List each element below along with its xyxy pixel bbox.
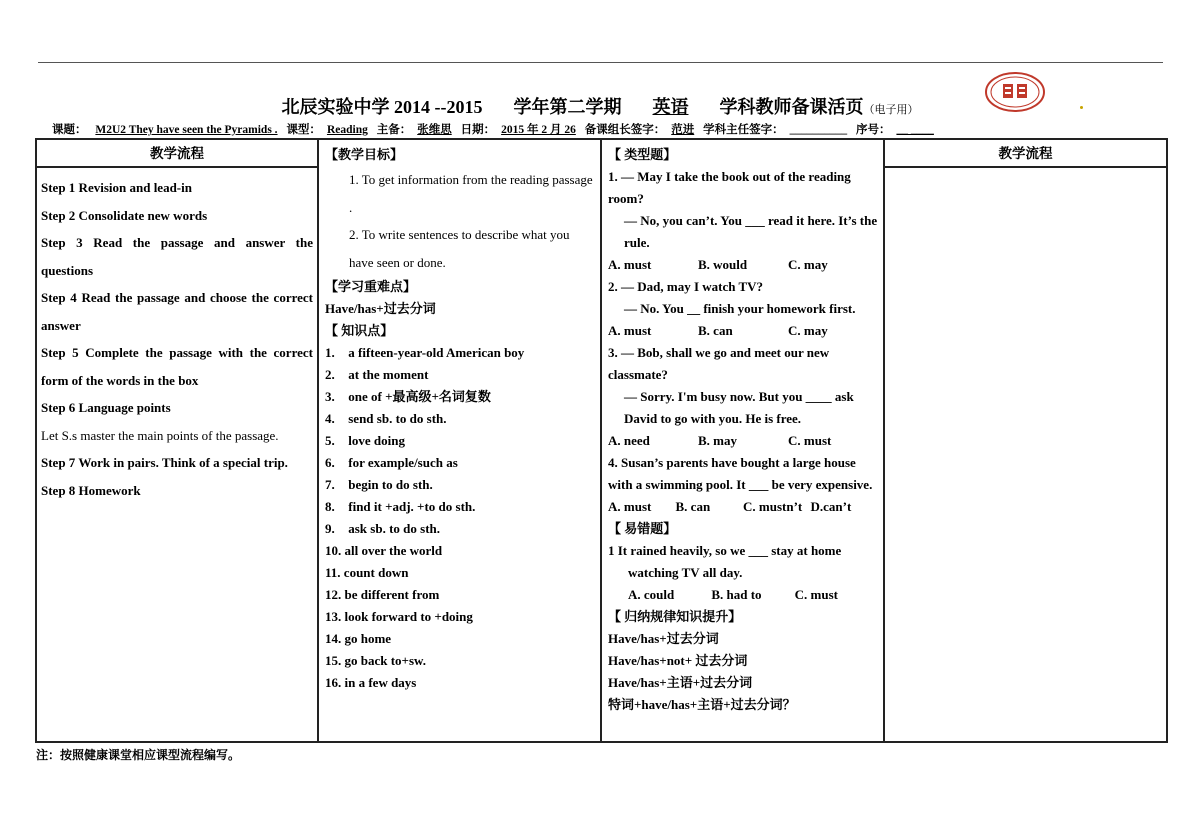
knowledge-item: 6. for example/such as bbox=[325, 455, 458, 470]
exercises-column bbox=[601, 139, 884, 742]
knowledge-item: 4. send sb. to do sth. bbox=[325, 411, 447, 426]
step-item: Step 1 Revision and lead-in bbox=[41, 180, 192, 195]
question-1: 1. — May I take the book out of the reading room? bbox=[608, 169, 851, 206]
procedure-column bbox=[36, 139, 318, 742]
leader-label: 备课组长签字： bbox=[584, 124, 666, 136]
error-heading: 【 易错题】 bbox=[608, 521, 677, 536]
goal-heading: 【教学目标】 bbox=[325, 147, 404, 162]
leader-value: 范进 bbox=[671, 124, 695, 136]
question-3: 3. — Bob, shall we go and meet our new classmate? bbox=[608, 345, 830, 382]
school-name: 北辰实验中学 bbox=[281, 97, 390, 117]
date-value: 2015 年 2 月 26 bbox=[501, 124, 576, 136]
step-item: Step 7 Work in pairs. Think of a special trip. bbox=[41, 455, 288, 470]
rule-item: Have/has+not+ 过去分词 bbox=[608, 653, 748, 668]
step-item: Step 3 Read the passage and answer the questions bbox=[41, 235, 313, 278]
preparer-value: 张维思 bbox=[417, 124, 452, 136]
page-name: 学科教师备课活页 bbox=[719, 97, 864, 117]
knowledge-item: 10. all over the world bbox=[325, 543, 443, 558]
edition-note: （电子用） bbox=[863, 104, 919, 116]
knowledge-item: 11. count down bbox=[325, 565, 409, 580]
knowledge-item: 16. in a few days bbox=[325, 675, 417, 690]
rule-item: Have/has+主语+过去分词 bbox=[608, 675, 753, 690]
knowledge-item: 3. one of +最高级+名词复数 bbox=[325, 389, 491, 404]
topic-value: M2U2 They have seen the Pyramids . bbox=[95, 124, 278, 136]
director-label: 学科主任签字： bbox=[703, 124, 784, 136]
knowledge-item: 9. ask sb. to do sth. bbox=[325, 521, 441, 536]
knowledge-item: 8. find it +adj. +to do sth. bbox=[325, 499, 476, 514]
question-1-reply: — No, you can’t. You ___ read it here. It’s the rule. bbox=[624, 213, 878, 250]
step-note: Let S.s master the main points of the passage. bbox=[41, 427, 279, 443]
notes-heading: 教学流程 bbox=[885, 140, 1166, 168]
exercise-heading: 【 类型题】 bbox=[608, 147, 677, 162]
step-item: Step 2 Consolidate new words bbox=[41, 207, 208, 223]
question-4: 4. Susan’s parents have bought a large house with a swimming pool. It ___ be very expensive. bbox=[608, 455, 873, 492]
lesson-table bbox=[35, 138, 1168, 743]
question-2-options: A. must B. can C. may bbox=[608, 323, 828, 338]
goal-item: 2. To write sentences to describe what you have seen or done. bbox=[349, 227, 570, 270]
knowledge-heading: 【 知识点】 bbox=[325, 323, 394, 338]
knowledge-item: 13. look forward to +doing bbox=[325, 609, 473, 624]
knowledge-item: 2. at the moment bbox=[325, 367, 429, 382]
question-4-options: A. must B. can C. mustn’t D.can’t bbox=[608, 499, 852, 514]
key-point: Have/has+过去分词 bbox=[325, 301, 436, 316]
preparer-label: 主备： bbox=[376, 124, 412, 136]
seq-value: __ ____ bbox=[896, 124, 934, 136]
knowledge-item: 1. a fifteen-year-old American boy bbox=[325, 345, 525, 360]
step-list bbox=[37, 168, 317, 504]
question-1-options: A. must B. would C. may bbox=[608, 257, 828, 272]
school-years: 2014 --2015 bbox=[394, 97, 483, 117]
knowledge-item: 14. go home bbox=[325, 631, 392, 646]
key-heading: 【学习重难点】 bbox=[325, 279, 417, 294]
step-item: Step 4 Read the passage and choose the correct answer bbox=[41, 290, 313, 333]
topic-label: 课题： bbox=[52, 124, 87, 136]
type-label: 课型： bbox=[286, 124, 321, 136]
question-3-reply: — Sorry. I'm busy now. But you ____ ask David to go with you. He is free. bbox=[624, 389, 854, 426]
step-item: Step 8 Homework bbox=[41, 482, 141, 498]
lesson-meta bbox=[52, 121, 940, 137]
top-rule bbox=[38, 62, 1163, 63]
objectives-column bbox=[318, 139, 601, 742]
error-question-1-cont: watching TV all day. bbox=[628, 565, 743, 580]
summary-heading: 【 归纳规律知识提升】 bbox=[608, 609, 742, 624]
rule-item: Have/has+过去分词 bbox=[608, 631, 719, 646]
director-value: __________ bbox=[789, 124, 848, 136]
date-label: 日期： bbox=[460, 124, 496, 136]
error-question-1: 1 It rained heavily, so we ___ stay at home bbox=[608, 543, 842, 558]
step-item: Step 6 Language points bbox=[41, 400, 171, 415]
step-item: Step 5 Complete the passage with the correct form of the words in the box bbox=[41, 345, 313, 388]
question-2: 2. — Dad, may I watch TV? bbox=[608, 279, 764, 294]
term: 学年第二学期 bbox=[513, 97, 622, 117]
subject: 英语 bbox=[652, 97, 689, 117]
school-seal-icon bbox=[984, 71, 1046, 113]
type-value: Reading bbox=[326, 124, 368, 136]
knowledge-item: 15. go back to+sw. bbox=[325, 653, 426, 668]
footnote: 注：按照健康课堂相应课型流程编写。 bbox=[36, 748, 241, 762]
knowledge-item: 5. love doing bbox=[325, 433, 405, 448]
notes-column bbox=[884, 139, 1167, 742]
seq-label: 序号： bbox=[855, 124, 891, 136]
rule-item: 特词+have/has+主语+过去分词？ bbox=[608, 697, 796, 712]
knowledge-item: 12. be different from bbox=[325, 587, 440, 602]
goal-item: 1. To get information from the reading passage . bbox=[349, 172, 593, 215]
procedure-heading: 教学流程 bbox=[37, 140, 317, 168]
stray-dot bbox=[1080, 106, 1083, 109]
question-3-options: A. need B. may C. must bbox=[608, 433, 832, 448]
question-2-reply: — No. You __ finish your homework first. bbox=[624, 301, 856, 316]
knowledge-item: 7. begin to do sth. bbox=[325, 477, 433, 492]
error-question-1-options: A. could B. had to C. must bbox=[628, 587, 838, 602]
